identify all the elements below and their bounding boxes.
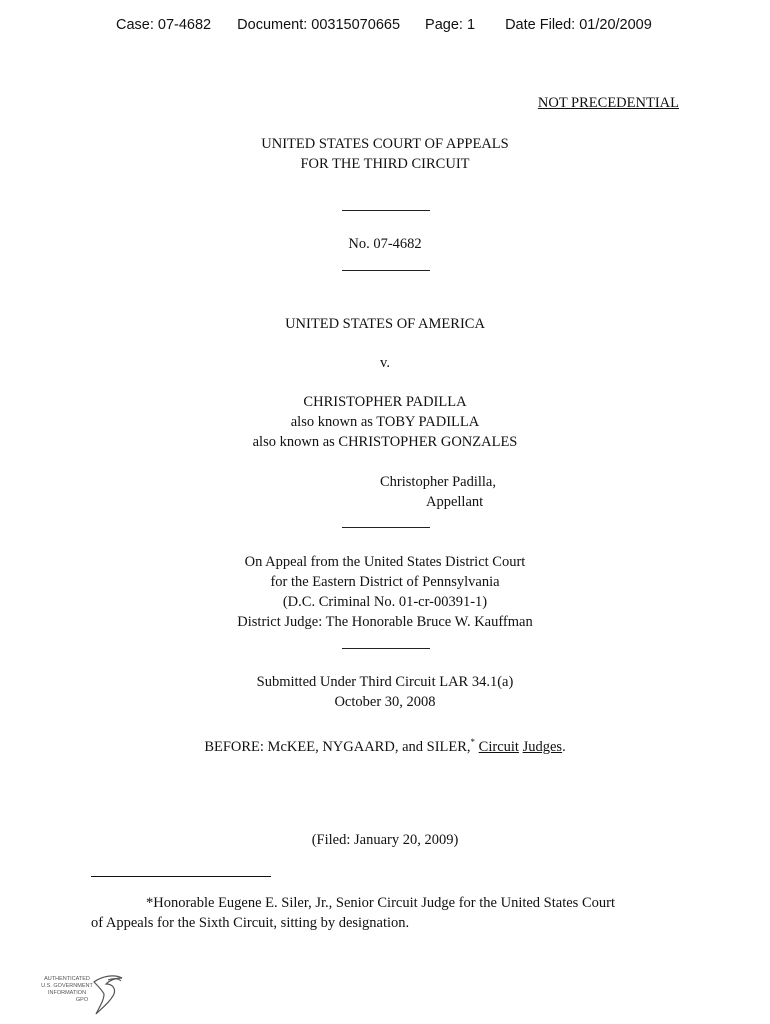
party-name: Christopher Padilla,: [380, 474, 496, 490]
separator-rule: [342, 648, 430, 649]
document-header: [116, 17, 652, 33]
defendant-alias-2: also known as CHRISTOPHER GONZALES: [252, 434, 518, 450]
eagle-icon: [88, 972, 128, 1016]
versus: v.: [380, 355, 390, 371]
party-role: Appellant: [426, 494, 484, 510]
appeal-line-3: (D.C. Criminal No. 01-cr-00391-1): [282, 594, 488, 610]
precedential-designation: NOT PRECEDENTIAL: [537, 95, 679, 111]
defendant-alias-1: also known as TOBY PADILLA: [290, 414, 480, 430]
panel-suffix: .: [562, 738, 566, 755]
header-document-number: Document: 00315070665: [237, 17, 401, 33]
submitted-date: October 30, 2008: [334, 694, 436, 710]
separator-rule: [342, 270, 430, 271]
filed-date: (Filed: January 20, 2009): [311, 832, 459, 848]
separator-rule: [342, 210, 430, 211]
seal-line-3: INFORMATION: [47, 990, 87, 996]
defendant-name: CHRISTOPHER PADILLA: [303, 394, 467, 410]
appeal-line-1: On Appeal from the United States District Court: [244, 554, 526, 570]
panel-prefix: BEFORE: McKEE, NYGAARD, and SILER,: [204, 738, 471, 755]
appeal-line-4: District Judge: The Honorable Bruce W. Kauffman: [237, 614, 533, 630]
seal-line-4: GPO: [75, 997, 89, 1003]
panel-word-judges: Judges: [522, 738, 563, 755]
footnote-line-1: *Honorable Eugene E. Siler, Jr., Senior Circuit Judge for the United States Court: [146, 895, 615, 911]
seal-line-2: U.S. GOVERNMENT: [41, 983, 93, 989]
submitted-line-1: Submitted Under Third Circuit LAR 34.1(a): [256, 674, 514, 690]
separator-rule: [342, 527, 430, 528]
court-name-line1: UNITED STATES COURT OF APPEALS: [261, 136, 509, 152]
appeal-line-2: for the Eastern District of Pennsylvania: [270, 574, 500, 590]
seal-line-1: AUTHENTICATED: [44, 976, 90, 982]
footnote-mark: *: [470, 737, 476, 747]
plaintiff-name: UNITED STATES OF AMERICA: [285, 316, 485, 332]
panel-judges: [0, 732, 770, 757]
panel-word-circuit: Circuit: [478, 738, 519, 755]
case-number: No. 07-4682: [348, 236, 422, 252]
header-page-number: Page: 1: [425, 17, 476, 33]
gpo-authentication-seal: [32, 970, 132, 1016]
court-name-line2: FOR THE THIRD CIRCUIT: [300, 156, 470, 172]
footnote-rule: [91, 876, 271, 877]
header-case-number: Case: 07-4682: [116, 17, 212, 33]
header-date-filed: Date Filed: 01/20/2009: [505, 17, 652, 33]
footnote-line-2: of Appeals for the Sixth Circuit, sitting by designation.: [91, 915, 410, 931]
